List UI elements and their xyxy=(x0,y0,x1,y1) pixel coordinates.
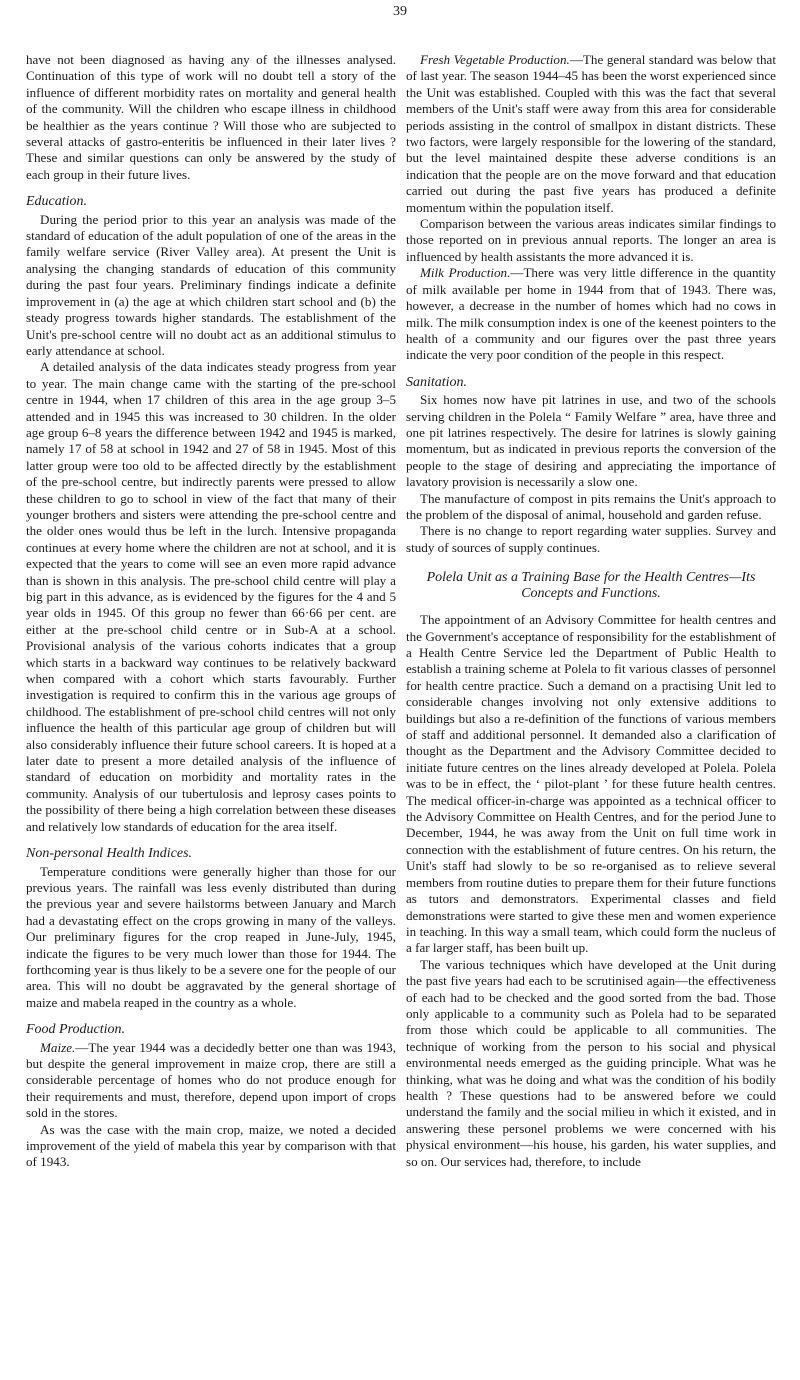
training-paragraph-1: The appointment of an Advisory Committee for health centres and the Government's acceptance of responsibility for the establishment of a Health Centre Service led the Department of Public Health to establish a training scheme at Polela to fit various classes of personnel for health centre practice. Such a demand on a practising Unit led to considerable changes involving not only extensive additions to buildings but also a re-definition of the functions of various members of staff and additional personnel. It demanded also a clarification of thought as the Department and the Advisory Committee decided to initiate future centres on the lines already developed at Polela. Polela was to be in effect, the ‘ pilot-plant ’ for these future health centres. The medical officer-in-charge was appointed as a technical officer to the Advisory Committee on Health Centres, and for the period June to December, 1944, he was away from the Unit on full time work in connection with the establishment of future centres. On his return, the Unit's staff had slowly to be so re-organised as to relieve several members from routine duties to prepare them for their future functions as tutors and demonstrators. Experimental classes and field demonstrations were started to give these men and women experience in teaching. In this way a small team, which could form the nucleus of a far larger staff, has been built up. xyxy=(406,612,776,956)
non-personal-paragraph: Temperature conditions were generally higher than those for our previous years. The rainfall was less evenly distributed than during the previous year and severe hailstorms between January and March had a devastating effect on the crops growing in many of the valleys. Our preliminary figures for the crop reaped in June-July, 1945, indicate the figures to be very much lower than those for 1944. The forthcoming year is thus likely to be a severe one for the people of our area. This will no doubt be aggravated by the general shortage of maize and mabela reaped in the country as a whole. xyxy=(26,863,396,1010)
milk-text: —There was very little difference in the quantity of milk available per home in 1944 from that of 1943. There was, however, a decrease in the number of homes which had no cows in milk. The milk consumption index is one of the keenest pointers to the health of a community and our figures over the past three years indicate the very poor condition of the people in this respect. xyxy=(406,265,776,363)
comparison-paragraph: Comparison between the various areas indicates similar findings to those reported on in previous annual reports. The longer an area is influenced by health assistants the more advanced it is. xyxy=(406,216,776,264)
maize-paragraph xyxy=(26,1040,396,1122)
sanitation-paragraph-2: The manufacture of compost in pits remains the Unit's approach to the problem of the disposal of animal, household and garden refuse. xyxy=(406,490,776,522)
education-heading: Education. xyxy=(26,194,88,210)
vegetable-label: Fresh Vegetable Production. xyxy=(420,52,570,67)
maize-text: —The year 1944 was a decidedly better one than was 1943, but despite the general improvement in maize crop, there are still a considerable percentage of homes who do not produce enough for their requirements and must, therefore, depend upon import of crops sold in the stores. xyxy=(26,1039,396,1121)
continued-paragraph: have not been diagnosed as having any of the illnesses analysed. Continuation of this type of work will no doubt tell a story of the influence of different morbidity rates on mortality and general health of the community. Will the children who escape illness in childhood be healthier as the years continue ? Will those who are subjected to several attacks of gastro-enteritis be influenced in their later lives ? These and similar questions can only be answered by the study of each group in their future lives. xyxy=(26,52,396,182)
milk-label: Milk Production. xyxy=(420,265,511,281)
page-number: 39 xyxy=(393,4,407,19)
education-paragraph-2: A detailed analysis of the data indicates steady progress from year to year. The main change came with the starting of the pre-school centre in 1944, when 17 children of this area in the age group 3–5 attended and in 1945 this was increased to 30 children. In the older age group 6–8 years the difference between 1942 and 1945 is marked, namely 17 of 58 at school in 1942 and 27 of 58 in 1945. Most of this latter group were too old to be affected directly by the establishment of the pre-school centre, but indirectly parents were pressed to allow these children to go to school in view of the fact that many of their younger brothers and sisters were attending the pre-school centre and the older ones would thus be left in the lurch. Intensive propaganda continues at every home where the children are not at school, and it is expected that the years to come will see an even more rapid advance than is shown in this analysis. The pre-school child centre will play a big part in this advance, as is evidenced by the figures for the 4 and 5 year olds in 1945. Of this group no fewer than 66·66 per cent. are either at the pre-school child centre or in Sub-A at a school. Provisional analysis of the various cohorts indicates that a group which starts in a backward way continues to be relatively backward when compared with a cohort which starts favourably. Further investigation is required to confirm this in the various age groups of childhood. The establishment of pre-school child centres will not only influence the health of this particular age group of children but will also considerably influence their future school careers. It is hoped at a later date to present a more detailed analysis of the influence of standard of education on morbidity and mortality rates in the community. Analysis of our tubertulosis and leprosy cases points to the possibility of there being a high correlation between these diseases and relatively low standards of education for the area itself. xyxy=(26,359,396,834)
sanitation-paragraph-3: There is no change to report regarding water supplies. Survey and study of sources of supply continues. xyxy=(406,523,776,555)
education-paragraph-1: During the period prior to this year an analysis was made of the standard of education of the adult population of one of the areas in the family welfare service (River Valley area). At present the Unit is analysing the changing standards of education of this community during the past four years. Preliminary findings indicate a definite improvement in (a) the age at which children start school and (b) the steady progress towards higher standards. The establishment of the Unit's pre-school centre will no doubt act as an additional stimulus to early attendance at school. xyxy=(26,211,396,358)
food-heading: Food Production. xyxy=(26,1022,126,1038)
sanitation-paragraph-1: Six homes now have pit latrines in use, and two of the schools serving children in the Polela “ Family Welfare ” area, have three and one pit latrines respectively. The desire for latrines is slowly gaining momentum, but as indicated in previous reports the conversion of the people to the stage of desiring and appreciating the importance of lavatory provision is necessarily a slow one. xyxy=(406,392,776,490)
mabela-paragraph: As was the case with the main crop, maize, we noted a decided improvement of the yield of mabela this year by comparison with that of 1943. xyxy=(26,1121,396,1170)
left-column xyxy=(26,52,396,1171)
sanitation-heading: Sanitation. xyxy=(406,374,468,390)
training-heading: Polela Unit as a Training Base for the Health Centres—Its Concepts and Functions. xyxy=(426,570,756,602)
training-paragraph-2: The various techniques which have developed at the Unit during the past five years had each to be scrutinised again—the effectiveness of each had to be checked and the good sorted from the bad. Those only applicable to a community such as Polela had to be separated from those which could be applicable to all communities. The technique of working from the person to his social and physical environmental needs emerged as the guiding principle. What was he thinking, what was he doing and what was the condition of his bodily health ? These questions had to be answered before we could understand the family and the social milieu in which it existed, and in answering these personel problems we were concerned with his physical environment—his house, his garden, his water supplies, and so on. Our services had, therefore, to include xyxy=(406,956,776,1169)
right-column xyxy=(406,52,776,1170)
non-personal-heading: Non-personal Health Indices. xyxy=(26,846,193,862)
vegetable-text: —The general standard was below that of last year. The season 1944–45 has been the worst experienced since the Unit was established. Coupled with this was the fact that several members of the Unit's staff were away from this area for considerable periods assisting in the control of smallpox in distant districts. These two factors, were largely responsible for the lowering of the standard, but the level maintained despite these adverse conditions is an indication that the people are on the move forward and that education carried out during the past five years has produced a definite momentum within the population itself. xyxy=(406,52,776,215)
milk-paragraph xyxy=(406,265,776,363)
vegetable-paragraph xyxy=(406,52,776,216)
maize-label: Maize. xyxy=(40,1039,76,1055)
